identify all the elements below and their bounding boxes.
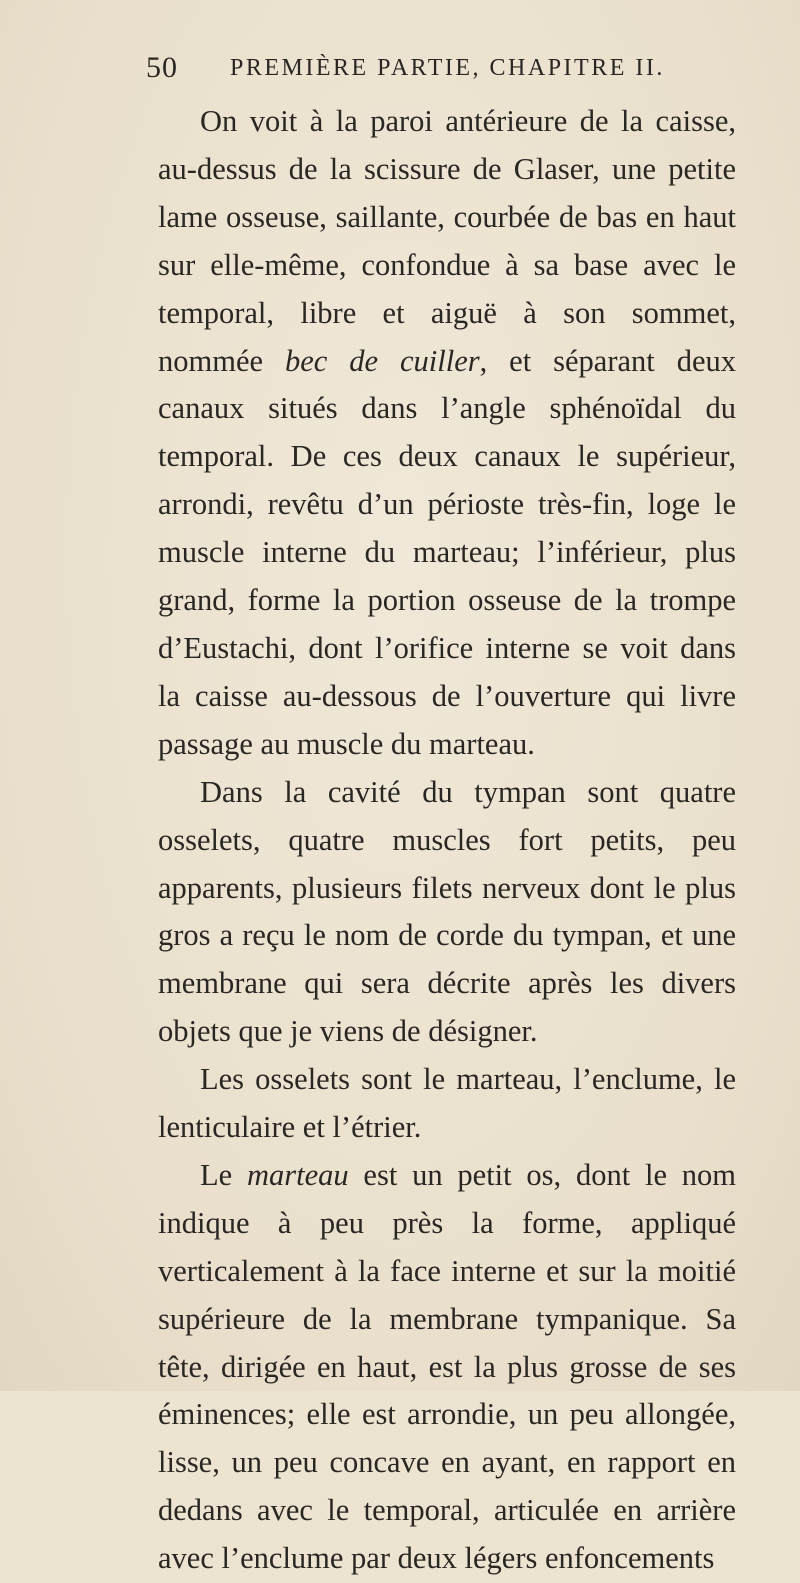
running-header bbox=[146, 48, 706, 88]
paragraph-osselets: Les osselets sont le marteau, l’enclume, le lenticulaire et l’étrier. bbox=[158, 1062, 736, 1145]
running-title: PREMIÈRE PARTIE, CHAPITRE II. bbox=[230, 55, 665, 81]
paragraph-cavite-du-tympan: Dans la cavité du tympan sont quatre osselets, quatre muscles fort petits, peu apparents, plusieurs filets nerveux dont le plus gros a reçu le nom de corde du tympan, et une membrane qui sera décrite après les divers objets que je viens de désigner. bbox=[158, 774, 736, 1049]
page-number: 50 bbox=[146, 51, 178, 84]
paragraph-marteau: Le marteau est un petit os, dont le nom indique à peu près la forme, appliqué verticalement à la face interne et sur la moitié supérieure de la membrane tympanique. Sa tête, dirigée en haut, est la plus grosse de ses éminences; elle est arrondie, un peu allongée, lisse, un peu concave en ayant, en rapport en dedans avec le temporal, articulée en arrière avec l’enclume par deux légers enfoncements bbox=[158, 1157, 736, 1576]
paragraph-bec-de-cuiller: On voit à la paroi antérieure de la caisse, au-dessus de la scissure de Glaser, une petite lame osseuse, saillante, courbée de bas en haut sur elle-même, confondue à sa base avec le temporal, libre et aiguë à son sommet, nommée bec de cuiller, et séparant deux canaux situés dans l’angle sphénoïdal du temporal. De ces deux canaux le supérieur, arrondi, revêtu d’un périoste très-fin, loge le muscle interne du marteau; l’inférieur, plus grand, forme la portion osseuse de la trompe d’Eustachi, dont l’orifice interne se voit dans la caisse au-dessous de l’ouverture qui livre passage au muscle du marteau. bbox=[158, 104, 736, 761]
italic-term: marteau bbox=[246, 1157, 349, 1192]
body-text bbox=[158, 98, 736, 1583]
italic-term: bec de cuiller bbox=[284, 343, 480, 378]
